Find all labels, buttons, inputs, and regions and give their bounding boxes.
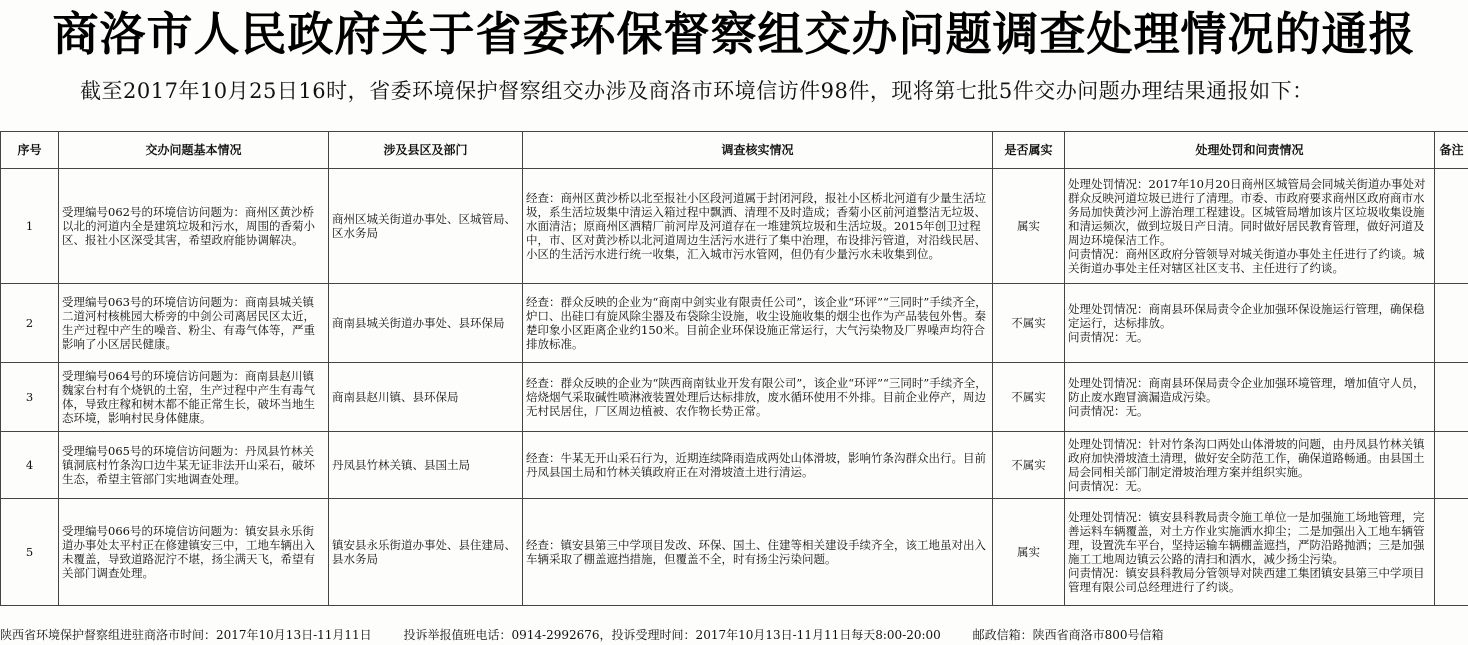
cell-note bbox=[1435, 169, 1468, 284]
table-row bbox=[1, 169, 1468, 284]
cell-handle: 处理处罚情况：商南县环保局责令企业加强环境管理，增加值守人员，防止废水跑冒滴漏造成污染。 问责情况：无。 bbox=[1065, 363, 1435, 432]
cell-dept: 丹凤县竹林关镇、县国土局 bbox=[329, 432, 523, 499]
cell-istrue: 不属实 bbox=[993, 432, 1065, 499]
cell-dept: 镇安县永乐街道办事处、县住建局、县水务局 bbox=[329, 499, 523, 606]
cell-verify: 经查：商州区黄沙桥以北至报社小区段河道属于封闭河段，报社小区桥北河道有少量生活垃圾，系生活垃圾集中清运入箱过程中飘洒、清理不及时造成；香菊小区前河道整洁无垃圾、水面清洁；原商州区酒精厂前河岸及河道存在一堆建筑垃圾和生活垃圾。2015年创卫过程中，市、区对黄沙桥以北河道周边生活污水进行了集中治理，布设排污管道，对沿线民居、小区的生活污水进行统一收集，汇入城市污水管网，但仍有少量污水未收集到位。 bbox=[523, 169, 993, 284]
cell-verify: 经查：镇安县第三中学项目发改、环保、国土、住建等相关建设手续齐全，该工地虽对出入车辆采取了棚盖遮挡措施，但覆盖不全，时有扬尘污染问题。 bbox=[523, 499, 993, 606]
table-header-row bbox=[1, 132, 1468, 169]
cell-handle: 处理处罚情况：2017年10月20日商州区城管局会同城关街道办事处对群众反映河道垃圾已进行了清理。市委、市政府要求商州区政府商市水务局加快黄沙河上游治理工程建设。区城管局增加该片区垃圾收集设施和清运频次，做到垃圾日产日清。同时做好居民教育管理，做好河道及周边环境保洁工作。 问责情况：商州区政府分管领导对城关街道办事处主任进行了约谈。城关街道办事处主任对辖区社区支书、主任进行了约谈。 bbox=[1065, 169, 1435, 284]
footer-mail: 邮政信箱：陕西省商洛市800号信箱 bbox=[972, 628, 1164, 642]
cell-istrue: 属实 bbox=[993, 169, 1065, 284]
report-table bbox=[0, 131, 1468, 606]
header-istrue: 是否属实 bbox=[993, 132, 1065, 169]
cell-basic: 受理编号065号的环境信访问题为：丹凤县竹林关镇洞底村竹条沟口边牛某无证非法开山采石，破坏生态，希望主管部门实地调查处理。 bbox=[59, 432, 329, 499]
cell-basic: 受理编号064号的环境信访问题为：商南县赵川镇魏家台村有个烧钒的土窑，生产过程中产生有毒气体，导致庄稼和树木都不能正常生长，破坏当地生态环境，影响村民身体健康。 bbox=[59, 363, 329, 432]
header-basic: 交办问题基本情况 bbox=[59, 132, 329, 169]
footer-time: 陕西省环境保护督察组进驻商洛市时间：2017年10月13日-11月11日 bbox=[0, 628, 372, 642]
cell-verify: 经查：群众反映的企业为“陕西商南钛业开发有限公司”，该企业“环评”“三同时”手续齐全，焙烧烟气采取碱性喷淋液装置处理后达标排放，废水循环使用不外排。目前企业停产，周边无村民居住，厂区周边植被、农作物长势正常。 bbox=[523, 363, 993, 432]
cell-dept: 商南县赵川镇、县环保局 bbox=[329, 363, 523, 432]
cell-seq: 4 bbox=[1, 432, 59, 499]
page-title: 商洛市人民政府关于省委环保督察组交办问题调查处理情况的通报 bbox=[52, 7, 1416, 61]
cell-basic: 受理编号066号的环境信访问题为：镇安县永乐街道办事处太平村正在修建镇安三中，工地车辆出入未覆盖，导致道路泥泞不堪，扬尘满天飞，希望有关部门调查处理。 bbox=[59, 499, 329, 606]
cell-note bbox=[1435, 432, 1468, 499]
header-seq: 序号 bbox=[1, 132, 59, 169]
cell-basic: 受理编号063号的环境信访问题为：商南县城关镇二道河村核桃园大桥旁的中剑公司离居民区太近，生产过程中产生的噪音、粉尘、有毒气体等，严重影响了小区居民健康。 bbox=[59, 284, 329, 363]
cell-istrue: 不属实 bbox=[993, 363, 1065, 432]
footer-phone: 投诉举报值班电话：0914-2992676，投诉受理时间：2017年10月13日-11月11日每天8:00-20:00 bbox=[403, 628, 941, 642]
header-note: 备注 bbox=[1435, 132, 1468, 169]
table-row bbox=[1, 499, 1468, 606]
cell-istrue: 不属实 bbox=[993, 284, 1065, 363]
cell-note bbox=[1435, 499, 1468, 606]
header-verify: 调查核实情况 bbox=[523, 132, 993, 169]
cell-verify: 经查：牛某无开山采石行为，近期连续降雨造成两处山体滑坡，影响竹条沟群众出行。目前丹凤县国土局和竹林关镇政府正在对滑坡渣土进行清运。 bbox=[523, 432, 993, 499]
cell-seq: 5 bbox=[1, 499, 59, 606]
cell-seq: 1 bbox=[1, 169, 59, 284]
cell-handle: 处理处罚情况：镇安县科教局责令施工单位一是加强施工场地管理，完善运料车辆覆盖，对土方作业实施洒水抑尘；二是加强出入工地车辆管理，设置洗车平台，坚持运输车辆棚盖遮挡，严防沿路抛洒；三是加强施工工地周边镇云公路的清扫和洒水，减少扬尘污染。 问责情况：镇安县科教局分管领导对陕西建工集团镇安县第三中学项目管理有限公司总经理进行了约谈。 bbox=[1065, 499, 1435, 606]
cell-handle: 处理处罚情况：商南县环保局责令企业加强环保设施运行管理，确保稳定运行，达标排放。 问责情况：无。 bbox=[1065, 284, 1435, 363]
header-dept: 涉及县区及部门 bbox=[329, 132, 523, 169]
cell-basic: 受理编号062号的环境信访问题为：商州区黄沙桥以北的河道内全是建筑垃圾和污水，周围的香菊小区、报社小区深受其害，希望政府能协调解决。 bbox=[59, 169, 329, 284]
footer bbox=[0, 626, 1468, 644]
header-handle: 处理处罚和问责情况 bbox=[1065, 132, 1435, 169]
cell-seq: 3 bbox=[1, 363, 59, 432]
cell-seq: 2 bbox=[1, 284, 59, 363]
table-row bbox=[1, 432, 1468, 499]
cell-dept: 商州区城关街道办事处、区城管局、区水务局 bbox=[329, 169, 523, 284]
cell-note bbox=[1435, 363, 1468, 432]
cell-note bbox=[1435, 284, 1468, 363]
cell-verify: 经查：群众反映的企业为“商南中剑实业有限责任公司”，该企业“环评”“三同时”手续齐全，炉口、出硅口有旋风除尘器及布袋除尘设施，收尘设施收集的烟尘也作为产品装包外售。秦楚印象小区距离企业约150米。目前企业环保设施正常运行，大气污染物及厂界噪声均符合排放标准。 bbox=[523, 284, 993, 363]
cell-istrue: 属实 bbox=[993, 499, 1065, 606]
cell-dept: 商南县城关街道办事处、县环保局 bbox=[329, 284, 523, 363]
cell-handle: 处理处罚情况：针对竹条沟口两处山体滑坡的问题，由丹凤县竹林关镇政府加快滑坡渣土清理，做好安全防范工作，确保道路畅通。由县国土局会同相关部门制定滑坡治理方案并组织实施。 问责情况：无。 bbox=[1065, 432, 1435, 499]
table-row bbox=[1, 284, 1468, 363]
table-row bbox=[1, 363, 1468, 432]
intro-text: 截至2017年10月25日16时，省委环境保护督察组交办涉及商洛市环境信访件98件，现将第七批5件交办问题办理结果通报如下： bbox=[80, 79, 1314, 103]
